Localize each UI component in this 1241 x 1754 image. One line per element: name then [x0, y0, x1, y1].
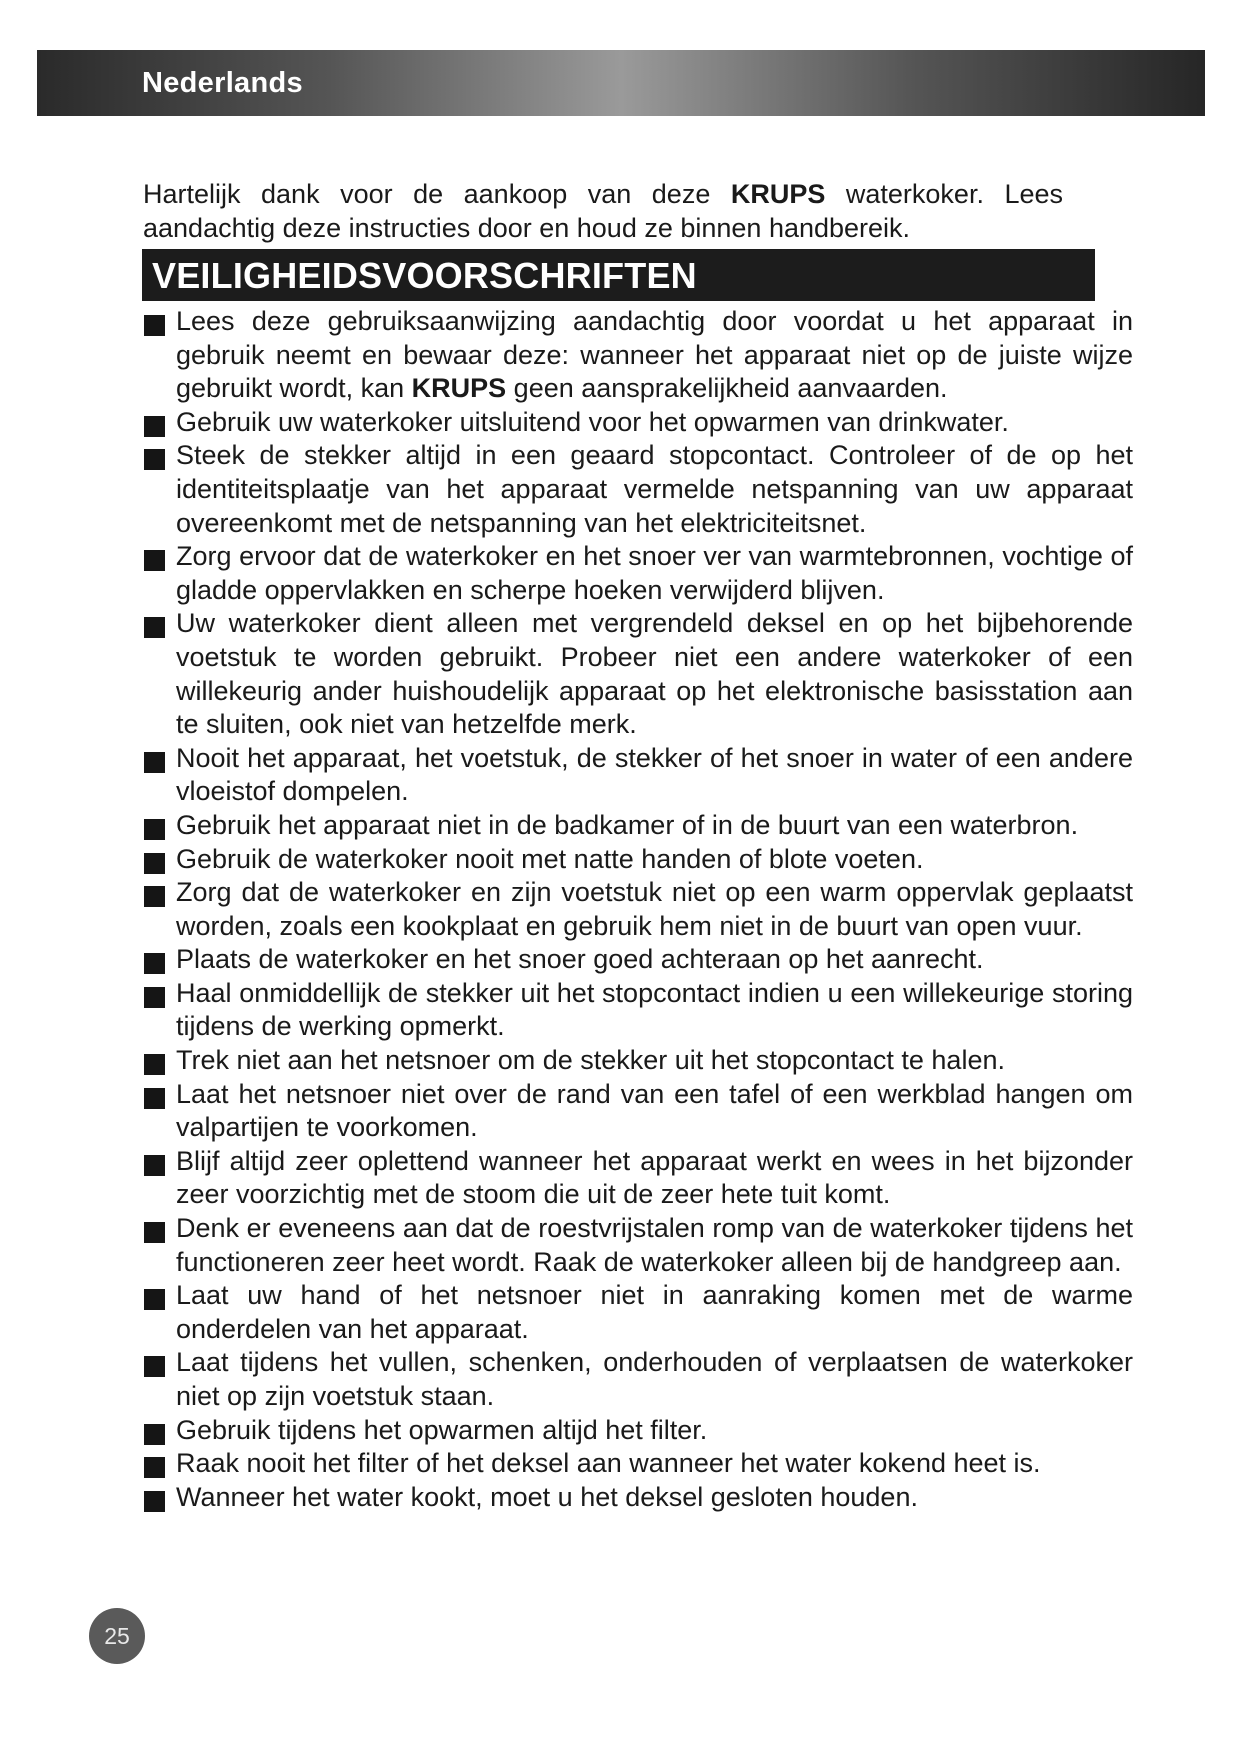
page-number-badge: 25	[89, 1608, 145, 1664]
safety-rule	[143, 876, 1133, 943]
rule-text: Laat tijdens het vullen, schenken, onderhouden of verplaatsen de waterkoker niet op zijn voetstuk staan.	[176, 1347, 1133, 1411]
safety-rule	[143, 1481, 1133, 1515]
rule-text: Blijf altijd zeer oplettend wanneer het apparaat werkt en wees in het bijzonder zeer voorzichtig met de stoom die uit de zeer hete tuit komt.	[176, 1145, 1133, 1210]
square-bullet-icon	[144, 853, 165, 874]
language-header-bar	[37, 50, 1205, 116]
square-bullet-icon	[144, 1088, 165, 1109]
safety-rule	[143, 977, 1133, 1044]
safety-rule	[143, 1212, 1133, 1279]
rule-text: Zorg dat de waterkoker en zijn voetstuk niet op een warm oppervlak geplaatst worden, zoals een kookplaat en gebruik hem niet in de buurt van open vuur.	[176, 877, 1133, 941]
safety-rule	[143, 809, 1133, 843]
square-bullet-icon	[144, 449, 165, 470]
rule-text: Gebruik het apparaat niet in de badkamer of in de buurt van een waterbron.	[176, 809, 1079, 840]
rule-text: Haal onmiddellijk de stekker uit het stopcontact indien u een willekeurige storing tijdens de werking opmerkt.	[176, 977, 1133, 1042]
intro-brand: KRUPS	[730, 179, 826, 209]
rule-text-before: Lees deze gebruiksaanwijzing aandachtig door voordat u het apparaat in gebruik neemt en bewaar deze: wanneer het apparaat niet op de juiste wijze gebruikt wordt, kan	[176, 306, 1133, 404]
safety-rule	[143, 1346, 1133, 1413]
rule-text: Laat het netsnoer niet over de rand van een tafel of een werkblad hangen om valpartijen te voorkomen.	[176, 1078, 1133, 1143]
square-bullet-icon	[144, 550, 165, 571]
safety-rule	[143, 1044, 1133, 1078]
safety-rule	[143, 439, 1133, 540]
rule-text: Plaats de waterkoker en het snoer goed achteraan op het aanrecht.	[176, 944, 984, 975]
square-bullet-icon	[144, 819, 165, 840]
safety-rule	[143, 406, 1133, 440]
rule-text: Uw waterkoker dient alleen met vergrendeld deksel en op het bijbehorende voetstuk te worden gebruikt. Probeer niet een andere waterkoker of een willekeurig ander huishoudelijk apparaat op het elektronische basisstation aan te sluiten, ook niet van hetzelfde merk.	[176, 608, 1133, 740]
square-bullet-icon	[144, 953, 165, 974]
square-bullet-icon	[144, 1289, 165, 1310]
square-bullet-icon	[144, 617, 165, 638]
safety-rule	[143, 1414, 1133, 1448]
safety-rule	[143, 1078, 1133, 1145]
square-bullet-icon	[144, 1222, 165, 1243]
rule-text: Laat uw hand of het netsnoer niet in aanraking komen met de warme onderdelen van het apparaat.	[176, 1280, 1133, 1344]
square-bullet-icon	[144, 1155, 165, 1176]
section-heading-bar	[142, 249, 1095, 301]
rule-text: Zorg ervoor dat de waterkoker en het snoer ver van warmtebronnen, vochtige of gladde oppervlakken en scherpe hoeken verwijderd blijven.	[176, 541, 1133, 605]
safety-rules-list	[143, 305, 1133, 1514]
rule-text: Denk er eveneens aan dat de roestvrijstalen romp van de waterkoker tijdens het functioneren zeer heet wordt. Raak de waterkoker alleen bij de handgreep aan.	[176, 1213, 1133, 1277]
square-bullet-icon	[144, 416, 165, 437]
square-bullet-icon	[144, 1491, 165, 1512]
rule-text: Gebruik de waterkoker nooit met natte handen of blote voeten.	[176, 843, 924, 874]
square-bullet-icon	[144, 1054, 165, 1075]
rule-brand: KRUPS	[411, 373, 507, 404]
safety-rule	[143, 1145, 1133, 1212]
section-title: VEILIGHEIDSVOORSCHRIFTEN	[152, 255, 697, 296]
square-bullet-icon	[144, 987, 165, 1008]
square-bullet-icon	[144, 1356, 165, 1377]
rule-text: Gebruik tijdens het opwarmen altijd het filter.	[176, 1414, 708, 1445]
safety-rule	[143, 305, 1133, 406]
intro-text-before: Hartelijk dank voor de aankoop van deze	[143, 179, 711, 209]
rule-text: Steek de stekker altijd in een geaard stopcontact. Controleer of de op het identiteitsplaatje van het apparaat vermelde netspanning van uw apparaat overeenkomt met de netspanning van het elektriciteitsnet.	[176, 440, 1133, 538]
rule-text: Nooit het apparaat, het voetstuk, de stekker of het snoer in water of een andere vloeistof dompelen.	[176, 742, 1133, 807]
square-bullet-icon	[144, 752, 165, 773]
rule-text: Gebruik uw waterkoker uitsluitend voor het opwarmen van drinkwater.	[176, 406, 1009, 437]
rule-text: Trek niet aan het netsnoer om de stekker uit het stopcontact te halen.	[176, 1045, 1005, 1076]
rule-text-after: geen aansprakelijkheid aanvaarden.	[513, 373, 948, 404]
rule-text: Wanneer het water kookt, moet u het deksel gesloten houden.	[176, 1481, 918, 1512]
safety-rule	[143, 943, 1133, 977]
intro-text-after: waterkoker. Lees aandachtig deze instructies door en houd ze binnen handbereik.	[143, 179, 1064, 243]
intro-paragraph	[143, 177, 1063, 245]
safety-rule	[143, 540, 1133, 607]
safety-rule	[143, 1279, 1133, 1346]
safety-rule	[143, 843, 1133, 877]
safety-rule	[143, 742, 1133, 809]
square-bullet-icon	[144, 1424, 165, 1445]
safety-rule	[143, 1447, 1133, 1481]
rule-text: Raak nooit het filter of het deksel aan wanneer het water kokend heet is.	[176, 1448, 1041, 1479]
square-bullet-icon	[144, 886, 165, 907]
safety-rule	[143, 607, 1133, 741]
square-bullet-icon	[144, 1457, 165, 1478]
square-bullet-icon	[144, 315, 165, 336]
language-label: Nederlands	[142, 67, 303, 99]
